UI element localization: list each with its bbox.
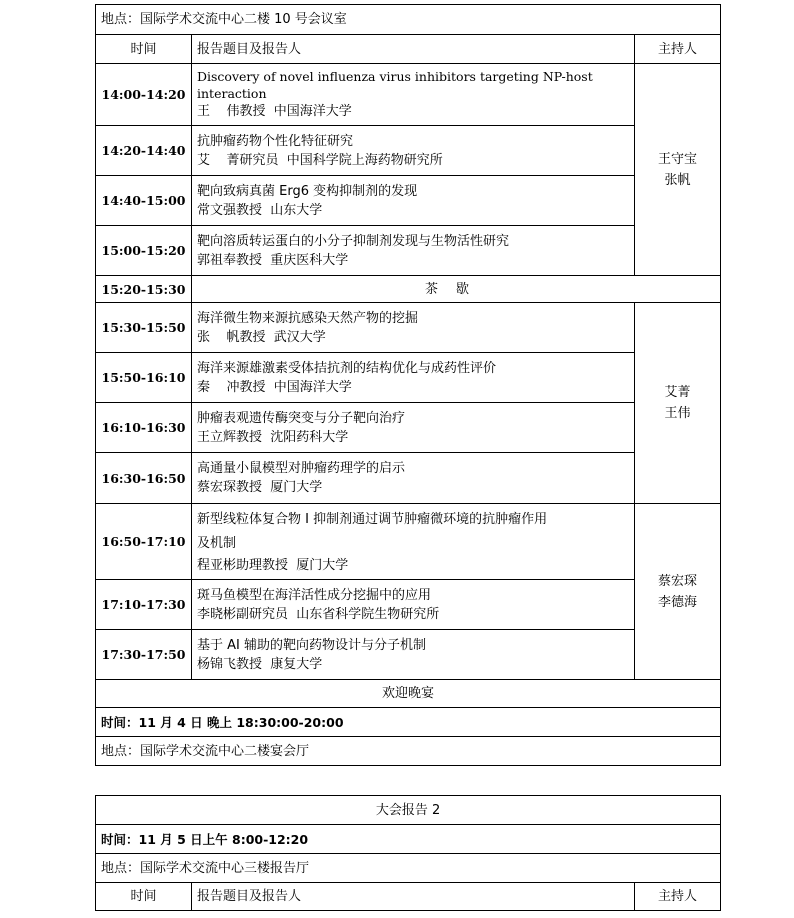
talk-row (96, 580, 721, 630)
talk-row (96, 303, 721, 353)
talk-row (96, 226, 721, 276)
talk-time: 16:50-17:10 (96, 504, 192, 580)
host-name: 张帆 (664, 172, 691, 188)
talk-time: 15:50-16:10 (96, 353, 192, 403)
dinner-location: 地点：国际学术交流中心二楼宴会厅 (96, 737, 721, 766)
session-hosts-2 (635, 303, 721, 504)
talk-row (96, 403, 721, 453)
talk-cell (192, 403, 635, 453)
host-name: 王守宝 (658, 151, 698, 167)
session-hosts-3 (635, 504, 721, 680)
header-topic: 报告题目及报告人 (192, 883, 635, 911)
talk-time: 16:10-16:30 (96, 403, 192, 453)
host-name: 蔡宏琛 (658, 573, 698, 589)
talk-cell (192, 630, 635, 680)
talk-speaker: 艾 菁研究员 中国科学院上海药物研究所 (197, 152, 443, 168)
talk-cell (192, 226, 635, 276)
talk-cell (192, 453, 635, 504)
dinner-title: 欢迎晚宴 (96, 680, 721, 708)
talk-title: 斑马鱼模型在海洋活性成分挖掘中的应用 (197, 587, 432, 603)
talk-speaker: 杨锦飞教授 康复大学 (197, 656, 323, 672)
header-time: 时间 (96, 35, 192, 64)
schedule-table-2 (95, 795, 721, 911)
talk-speaker: 李晓彬副研究员 山东省科学院生物研究所 (197, 606, 440, 622)
talk-speaker: 张 帆教授 武汉大学 (197, 329, 326, 345)
talk-time: 14:40-15:00 (96, 176, 192, 226)
session-hosts-1 (635, 64, 721, 276)
header-topic: 报告题目及报告人 (192, 35, 635, 64)
talk-speaker: 王 伟教授 中国海洋大学 (197, 104, 352, 119)
talk-time: 15:30-15:50 (96, 303, 192, 353)
tea-break-time: 15:20-15:30 (96, 276, 192, 303)
talk-row (96, 630, 721, 680)
talk-time: 15:00-15:20 (96, 226, 192, 276)
host-name: 艾菁 (664, 385, 691, 400)
talk-speaker: 王立辉教授 沈阳药科大学 (197, 429, 349, 445)
talk-title: 靶向致病真菌 Erg6 变构抑制剂的发现 (197, 183, 418, 199)
talk-speaker: 郭祖奉教授 重庆医科大学 (197, 252, 349, 268)
talk-time: 14:20-14:40 (96, 126, 192, 176)
talk-cell (192, 126, 635, 176)
talk-title-line-1: 新型线粒体复合物 I 抑制剂通过调节肿瘤微环境的抗肿瘤作用 (197, 512, 548, 527)
talk-row (96, 504, 721, 580)
talk-title-line-2: 及机制 (197, 536, 237, 551)
host-name: 王伟 (664, 406, 691, 421)
header-host: 主持人 (635, 35, 721, 64)
talk-title: 抗肿瘤药物个性化特征研究 (197, 133, 354, 149)
schedule-table-1 (95, 4, 721, 766)
talk-cell (192, 64, 635, 126)
talk-row (96, 176, 721, 226)
talk-speaker: 程亚彬助理教授 厦门大学 (197, 558, 349, 573)
talk-title: Discovery of novel influenza virus inhibitors targeting NP-host interaction (197, 69, 593, 101)
plenary-title: 大会报告 2 (96, 796, 721, 825)
talk-title: 海洋来源雄激素受体拮抗剂的结构优化与成药性评价 (197, 360, 497, 376)
talk-cell (192, 303, 635, 353)
header-host: 主持人 (635, 883, 721, 911)
plenary-location: 地点：国际学术交流中心三楼报告厅 (96, 854, 721, 883)
talk-title: 肿瘤表观遗传酶突变与分子靶向治疗 (197, 410, 406, 426)
dinner-time: 时间：11 月 4 日 晚上 18:30:00-20:00 (96, 708, 721, 737)
talk-cell (192, 353, 635, 403)
host-name: 李德海 (658, 594, 698, 610)
talk-cell (192, 176, 635, 226)
talk-row (96, 353, 721, 403)
talk-time: 17:30-17:50 (96, 630, 192, 680)
talk-speaker: 蔡宏琛教授 厦门大学 (197, 480, 323, 495)
talk-row (96, 126, 721, 176)
tea-break-row (96, 276, 721, 303)
talk-time: 14:00-14:20 (96, 64, 192, 126)
talk-row (96, 453, 721, 504)
header-time: 时间 (96, 883, 192, 911)
talk-cell (192, 504, 635, 580)
tea-break-label: 茶歇 (192, 276, 721, 303)
talk-time: 17:10-17:30 (96, 580, 192, 630)
talk-title: 高通量小鼠模型对肿瘤药理学的启示 (197, 461, 406, 476)
plenary-time: 时间：11 月 5 日上午 8:00-12:20 (96, 825, 721, 854)
talk-time: 16:30-16:50 (96, 453, 192, 504)
talk-cell (192, 580, 635, 630)
talk-row (96, 64, 721, 126)
talk-title: 海洋微生物来源抗感染天然产物的挖掘 (197, 310, 419, 326)
talk-speaker: 秦 冲教授 中国海洋大学 (197, 379, 352, 395)
location-label: 地点：国际学术交流中心二楼 10 号会议室 (96, 5, 721, 35)
talk-title: 靶向溶质转运蛋白的小分子抑制剂发现与生物活性研究 (197, 233, 510, 249)
talk-speaker: 常文强教授 山东大学 (197, 202, 323, 218)
talk-title: 基于 AI 辅助的靶向药物设计与分子机制 (197, 637, 426, 653)
